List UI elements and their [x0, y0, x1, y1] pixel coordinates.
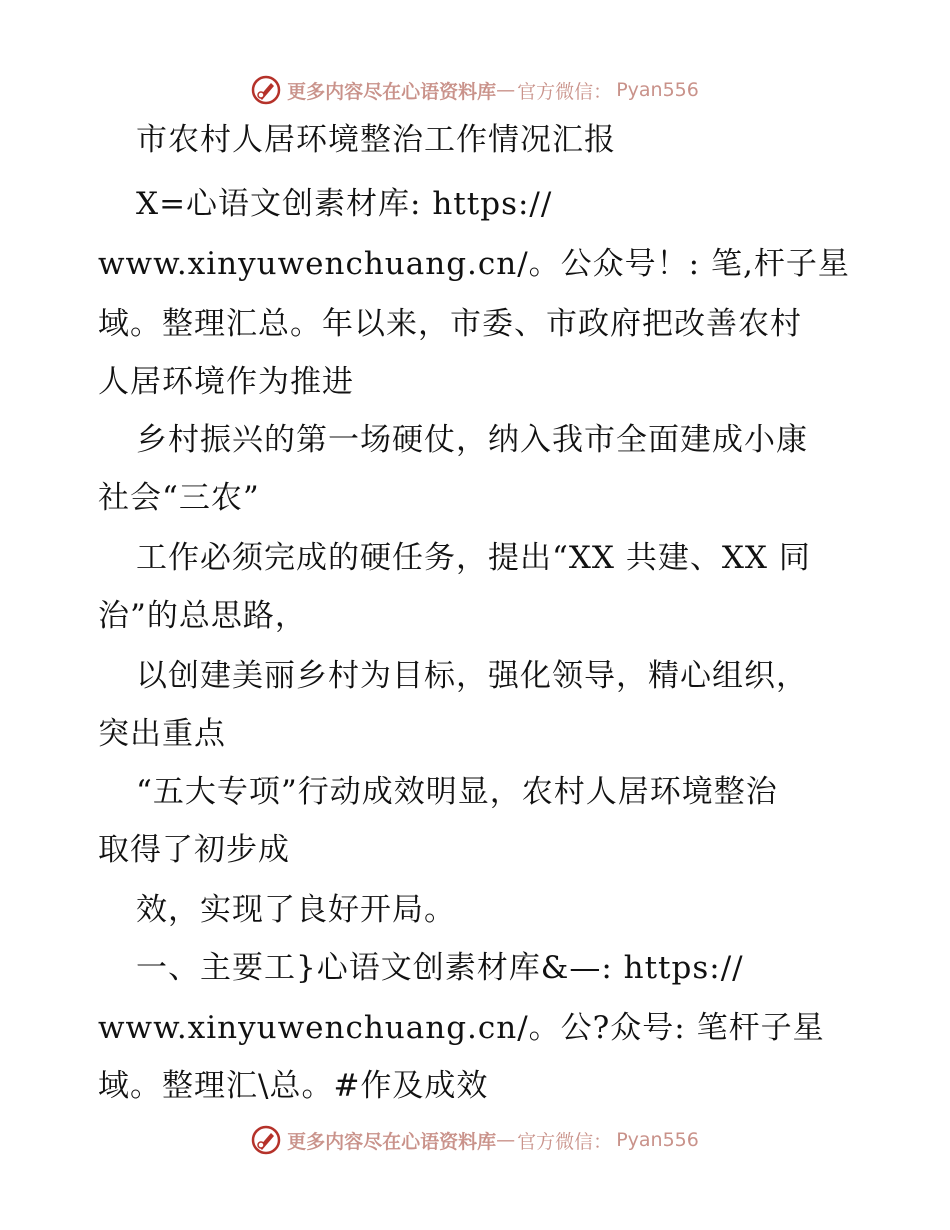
text-line: X=心语文创素材库: https:// — [136, 186, 553, 222]
text-line: 人居环境作为推进 — [98, 364, 354, 400]
footer-banner — [0, 1120, 950, 1160]
text-line: 工作必须完成的硬任务，提出“XX 共建、XX 同 — [136, 540, 811, 576]
header-banner — [0, 70, 950, 110]
pen-logo-icon — [251, 1125, 281, 1155]
text-line: 突出重点 — [98, 716, 226, 752]
text-line: 取得了初步成 — [98, 832, 290, 868]
text-line: 效，实现了良好开局。 — [136, 892, 456, 928]
banner-main-text: 更多内容尽在心语资料库 — [287, 1130, 497, 1153]
banner-dash: — — [496, 79, 516, 101]
text-line: 域。整理汇总。年以来，市委、市政府把改善农村 — [98, 306, 802, 342]
banner-main-text: 更多内容尽在心语资料库 — [287, 80, 497, 103]
text-line: www.xinyuwenchuang.cn/。公众号！: 笔,杆子星 — [98, 246, 850, 282]
text-line: 一、主要工}心语文创素材库&—: https:// — [136, 950, 744, 986]
banner-wechat-id: Pyan556 — [616, 79, 699, 101]
banner-official-label: 官方微信： — [517, 1130, 613, 1153]
document-title: 市农村人居环境整治工作情况汇报 — [136, 122, 616, 158]
banner-wechat-id: Pyan556 — [616, 1129, 699, 1151]
text-line: www.xinyuwenchuang.cn/。公?众号: 笔杆子星 — [98, 1010, 825, 1046]
banner-dash: — — [496, 1129, 516, 1151]
text-line: 社会“三农” — [98, 480, 260, 516]
text-line: 治”的总思路， — [98, 598, 307, 634]
text-line: 乡村振兴的第一场硬仗，纳入我市全面建成小康 — [136, 422, 808, 458]
text-line: “五大专项”行动成效明显，农村人居环境整治 — [136, 774, 778, 810]
banner-official-label: 官方微信： — [517, 80, 613, 103]
pen-logo-icon — [251, 75, 281, 105]
text-line: 域。整理汇\总。#作及成效 — [98, 1068, 489, 1104]
text-line: 以创建美丽乡村为目标，强化领导，精心组织， — [136, 658, 808, 694]
